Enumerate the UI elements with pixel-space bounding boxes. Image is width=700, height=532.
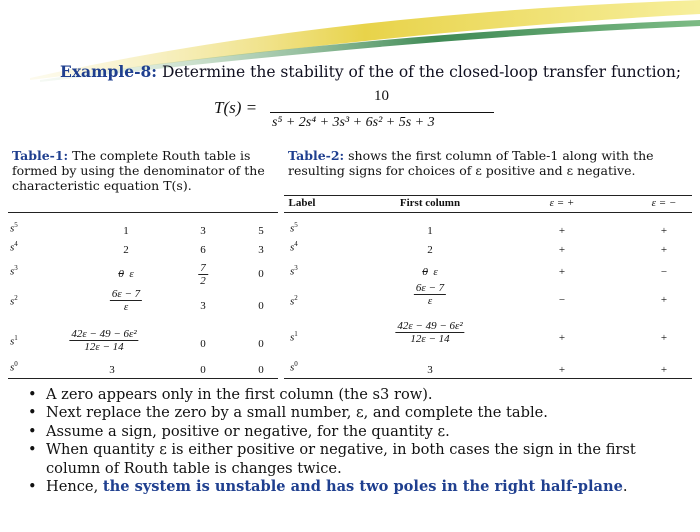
t1-cell: 3 bbox=[200, 300, 206, 312]
t1-cell: 0 bbox=[258, 300, 264, 312]
t1-cell: 3 bbox=[109, 364, 115, 376]
t2-sign-neg: + bbox=[660, 244, 668, 256]
conclusion-highlight: the system is unstable and has two poles in the right half-plane bbox=[102, 478, 623, 496]
t1-cell-epsilon: 0 ε bbox=[118, 268, 134, 280]
t2-sign-pos: + bbox=[558, 266, 566, 278]
tf-denominator: s⁵ + 2s⁴ + 3s³ + 6s² + 5s + 3 bbox=[272, 115, 435, 130]
t1-power: $s^0$ bbox=[10, 360, 18, 374]
example-label: Example-8: bbox=[60, 62, 158, 81]
bullet-item-conclusion: • Hence, the system is unstable and has two poles in the right half-plane. bbox=[28, 478, 688, 496]
t1-cell: 3 bbox=[200, 225, 206, 237]
t1-cell: 0 bbox=[258, 364, 264, 376]
bullet-item: • Next replace the zero by a small number, ε, and complete the table. bbox=[28, 404, 688, 422]
t2-power: $s^2$ bbox=[290, 294, 298, 308]
t2-sign-neg: + bbox=[660, 294, 668, 306]
t1-power: $s^5$ bbox=[10, 221, 18, 235]
bullet-list bbox=[28, 386, 688, 496]
t1-power: $s^2$ bbox=[10, 294, 18, 308]
t2-sign-pos: + bbox=[558, 244, 566, 256]
t2-sign-pos: + bbox=[558, 225, 566, 237]
t1-power: $s^4$ bbox=[10, 240, 18, 254]
t2-value: 1 bbox=[427, 225, 433, 237]
t1-cell: 1 bbox=[123, 225, 129, 237]
t2-value-epsilon: 0 ε bbox=[422, 266, 438, 278]
t2-fraction: $\frac{6\varepsilon - 7}{\varepsilon}$ bbox=[415, 282, 445, 307]
t2-sign-neg: + bbox=[660, 332, 668, 344]
example-text: Determine the stability of the of the closed-loop transfer function; bbox=[157, 63, 682, 81]
t2-sign-pos: + bbox=[558, 364, 566, 376]
tf-numerator: 10 bbox=[374, 88, 389, 104]
tf-lhs: T(s) = bbox=[214, 98, 258, 117]
t2-header-label: Label bbox=[288, 197, 316, 209]
t2-power: $s^1$ bbox=[290, 330, 298, 344]
t2-header-neg: ε = − bbox=[651, 197, 677, 209]
t2-sign-neg: − bbox=[660, 266, 668, 278]
table1-label: Table-1: bbox=[12, 148, 69, 163]
t1-cell: 6 bbox=[200, 244, 206, 256]
t1-cell: 0 bbox=[200, 364, 206, 376]
bullet-item: • When quantity ε is either positive or negative, in both cases the sign in the first column of Routh table is changes twice. bbox=[28, 441, 688, 478]
bullet-item: • A zero appears only in the first column (the s3 row). bbox=[28, 386, 688, 404]
t2-header-first-column: First column bbox=[399, 197, 461, 209]
t2-sign-pos: − bbox=[558, 294, 566, 306]
t1-fraction: $\frac{7}{2}$ bbox=[200, 262, 206, 287]
t2-power: $s^5$ bbox=[290, 221, 298, 235]
t1-cell: 3 bbox=[258, 244, 264, 256]
t1-cell: 0 bbox=[258, 268, 264, 280]
t2-value: 3 bbox=[427, 364, 433, 376]
t1-cell: 0 bbox=[258, 338, 264, 350]
t2-power: $s^0$ bbox=[290, 360, 298, 374]
bullet-item: • Assume a sign, positive or negative, for the quantity ε. bbox=[28, 423, 688, 441]
t1-fraction: $\frac{6\varepsilon - 7}{\varepsilon}$ bbox=[111, 288, 141, 313]
t2-fraction: $\frac{\text{42ε − 49 − 6ε²}}{12\varepsilon - 14}$ bbox=[397, 320, 463, 345]
t2-value: 2 bbox=[427, 244, 433, 256]
t2-sign-neg: + bbox=[660, 225, 668, 237]
t2-sign-neg: + bbox=[660, 364, 668, 376]
t1-cell: 0 bbox=[200, 338, 206, 350]
t1-fraction: $\frac{\text{42ε − 49 − 6ε²}}{12\varepsilon - 14}$ bbox=[71, 328, 137, 353]
table2-label: Table-2: bbox=[288, 148, 345, 163]
t2-header-pos: ε = + bbox=[549, 197, 575, 209]
t1-power: $s^3$ bbox=[10, 264, 18, 278]
t1-cell: 5 bbox=[258, 225, 264, 237]
t2-sign-pos: + bbox=[558, 332, 566, 344]
t1-power: $s^1$ bbox=[10, 334, 18, 348]
table2-caption-text: shows the first column of Table-1 along with the resulting signs for choices of ε positive and ε negative. bbox=[288, 148, 654, 178]
t1-cell: 2 bbox=[123, 244, 129, 256]
t2-power: $s^4$ bbox=[290, 240, 298, 254]
table1-caption-text: The complete Routh table is formed by using the denominator of the characteristic equation T(s). bbox=[12, 148, 265, 193]
t2-power: $s^3$ bbox=[290, 264, 298, 278]
